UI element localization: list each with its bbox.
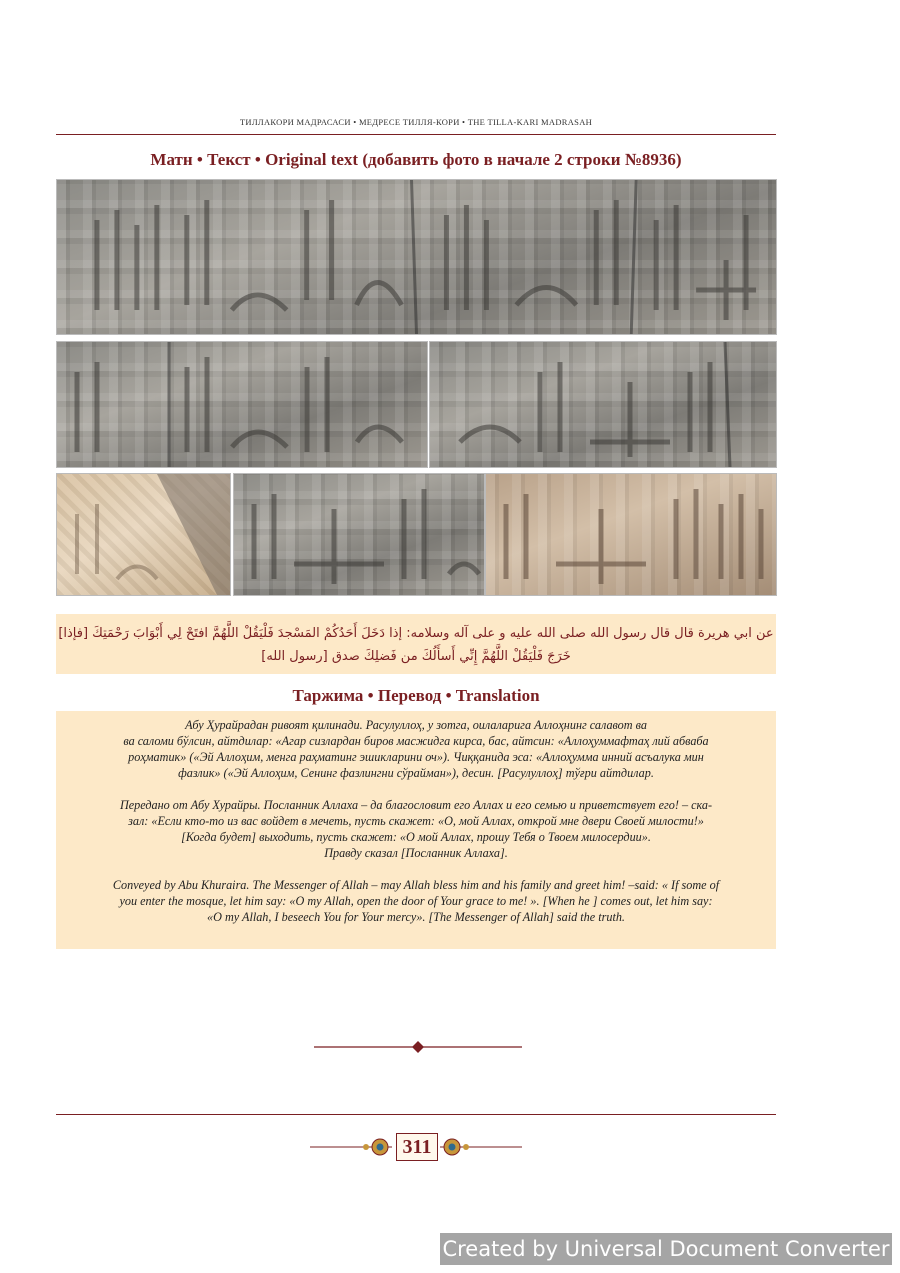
translation-title: Таржима • Перевод • Translation: [292, 686, 540, 705]
watermark: Created by Universal Document Converter: [440, 1233, 892, 1265]
original-text-title: Матн • Текст • Original text (добавить фото в начале 2 строки №8936): [150, 150, 682, 169]
page-number-frame: [310, 1133, 522, 1161]
running-head: ТИЛЛАКОРИ МАДРАСАСИ • МЕДРЕСЕ ТИЛЛЯ-КОРИ • THE TILLA-KARI MADRASAH: [239, 117, 593, 127]
inscription-photo-6: [485, 473, 777, 596]
translation-line: фазлик» («Эй Аллоҳим, Сенинг фазлингни сўрайман»), десин. [Расулуллоҳ] тўғри айтдилар.: [178, 766, 654, 780]
arabic-text-line-2: خَرَجَ فَلْيَقُلْ اللَّهُمَّ إِنِّي أَسأَلُكَ من فَضلِكَ صدق [رسول الله]: [261, 649, 571, 664]
translation-line: [Когда будет] выходить, пусть скажет: «О мой Аллах, прошу Тебя о Твоем милосердии».: [181, 830, 651, 844]
translation-line: ва саломи бўлсин, айтдилар: «Агар сизлардан биров масжидга кирса, бас, айтсин: «Аллоҳуммафтаҳ лий абваба: [123, 734, 709, 748]
arabic-text-line-1: عن ابي هريرة قال قال رسول الله صلى الله عليه و على آله وسلامه: إذا دَخَلَ أَحَدُكُمْ المَسْجدَ فَلْيَقُلْ اللَّهُمَّ افتَحْ لِي أَبْوَابَ رَحْمَتِكَ [فإذا]: [58, 626, 774, 641]
translation-line: зал: «Если кто-то из вас войдет в мечеть, пусть скажет: «О, мой Аллах, открой мне двери Своей милости!»: [128, 814, 704, 828]
inscription-photo-3: [429, 341, 777, 468]
translation-line: Conveyed by Abu Khuraira. The Messenger of Allah – may Allah bless him and his family and greet him! –said: « If some of: [112, 878, 720, 892]
translation-line: you enter the mosque, let him say: «O my Allah, open the door of Your grace to me! ». [When he ] comes out, let him say:: [119, 894, 713, 908]
inscription-photo-1: [56, 179, 777, 335]
translation-line: Правду сказал [Посланник Аллаха].: [324, 846, 508, 860]
page-number: 311: [396, 1133, 438, 1161]
translation-english: [60, 877, 772, 925]
translation-line: Передано от Абу Хурайры. Посланник Аллаха – да благословит его Аллах и его семью и приветствует его! – ска-: [119, 798, 713, 812]
inscription-photo-4: [56, 473, 231, 596]
header-rule: [56, 134, 776, 135]
translation-russian: [60, 797, 772, 861]
translation-panel: [56, 711, 776, 949]
arabic-text-panel: [56, 614, 776, 674]
translation-line: «O my Allah, I beseech You for Your mercy». [The Messenger of Allah] said the truth.: [207, 910, 625, 924]
diamond-ornament-icon: [314, 1040, 522, 1052]
translation-uzbek: [60, 717, 772, 781]
inscription-photo-2: [56, 341, 428, 468]
inscription-photo-5: [233, 473, 485, 596]
translation-line: роҳматик» («Эй Аллоҳим, менга раҳматинг эшикларини оч»). Чиққанида эса: «Аллоҳумма инний асъалука мин: [128, 750, 704, 764]
footer-rule: [56, 1114, 776, 1115]
translation-line: Абу Ҳурайрадан ривоят қилинади. Расулуллоҳ, у зотга, оилаларига Аллоҳнинг салавот ва: [185, 718, 647, 732]
